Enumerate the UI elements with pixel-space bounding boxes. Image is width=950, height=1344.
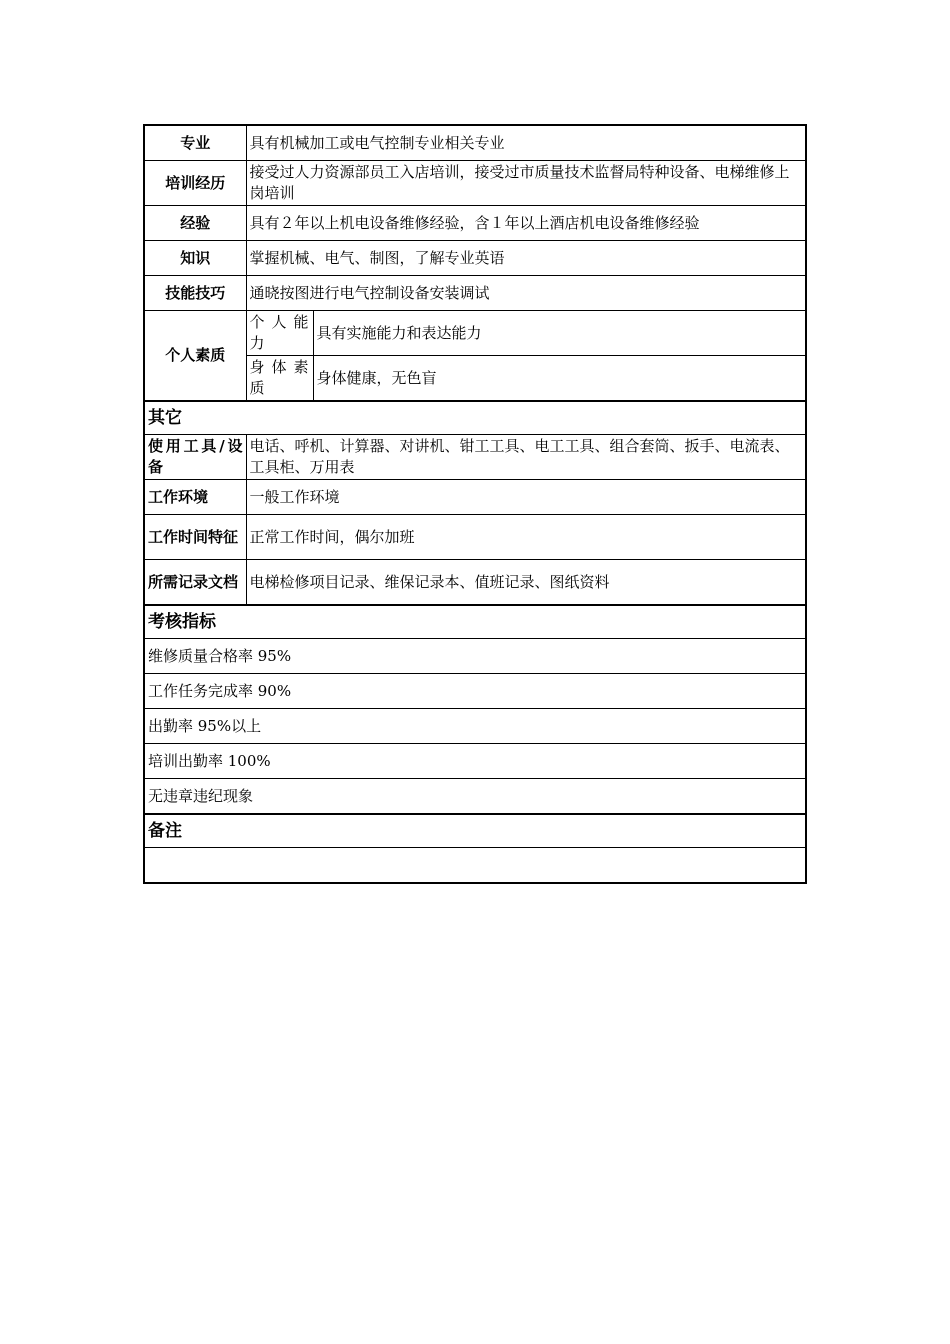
section-header bbox=[144, 814, 806, 848]
table-row bbox=[144, 435, 806, 480]
row-value: 电话、呼机、计算器、对讲机、钳工工具、电工工具、组合套筒、扳手、电流表、工具柜、万用表 bbox=[246, 435, 806, 480]
table-row bbox=[144, 848, 806, 884]
row-label: 使用工具/设备 bbox=[144, 435, 246, 480]
row-value: 通晓按图进行电气控制设备安装调试 bbox=[246, 276, 806, 311]
row-value: 接受过人力资源部员工入店培训，接受过市质量技术监督局特种设备、电梯维修上岗培训 bbox=[246, 161, 806, 206]
list-item bbox=[144, 674, 806, 709]
personal-quality-label: 个人素质 bbox=[144, 311, 246, 402]
row-value: 正常工作时间，偶尔加班 bbox=[246, 515, 806, 560]
list-item bbox=[144, 744, 806, 779]
sub-value: 具有实施能力和表达能力 bbox=[313, 311, 806, 356]
qualifications-table bbox=[143, 124, 807, 884]
row-value: 具有２年以上机电设备维修经验，含１年以上酒店机电设备维修经验 bbox=[246, 206, 806, 241]
sub-value: 身体健康，无色盲 bbox=[313, 356, 806, 402]
row-label: 所需记录文档 bbox=[144, 560, 246, 606]
row-label: 工作环境 bbox=[144, 480, 246, 515]
row-value: 掌握机械、电气、制图，了解专业英语 bbox=[246, 241, 806, 276]
section-header bbox=[144, 401, 806, 435]
table-row bbox=[144, 241, 806, 276]
table-row bbox=[144, 560, 806, 606]
section-title-remarks: 备注 bbox=[144, 814, 806, 848]
row-label: 知识 bbox=[144, 241, 246, 276]
row-value: 电梯检修项目记录、维保记录本、值班记录、图纸资料 bbox=[246, 560, 806, 606]
row-label: 技能技巧 bbox=[144, 276, 246, 311]
assessment-item: 培训出勤率 100% bbox=[144, 744, 806, 779]
table-row bbox=[144, 125, 806, 161]
table-row bbox=[144, 161, 806, 206]
table-row bbox=[144, 311, 806, 356]
table-row bbox=[144, 480, 806, 515]
job-description-sheet bbox=[143, 124, 807, 884]
list-item bbox=[144, 709, 806, 744]
row-label: 工作时间特征 bbox=[144, 515, 246, 560]
sub-label: 身 体 素质 bbox=[246, 356, 313, 402]
row-label: 培训经历 bbox=[144, 161, 246, 206]
assessment-item: 工作任务完成率 90% bbox=[144, 674, 806, 709]
assessment-item: 无违章违纪现象 bbox=[144, 779, 806, 815]
row-label: 专业 bbox=[144, 125, 246, 161]
section-title-other: 其它 bbox=[144, 401, 806, 435]
row-value: 一般工作环境 bbox=[246, 480, 806, 515]
list-item bbox=[144, 779, 806, 815]
table-row bbox=[144, 276, 806, 311]
assessment-item: 维修质量合格率 95% bbox=[144, 639, 806, 674]
table-row bbox=[144, 515, 806, 560]
sub-label: 个 人 能力 bbox=[246, 311, 313, 356]
list-item bbox=[144, 639, 806, 674]
table-row bbox=[144, 206, 806, 241]
section-title-assessment: 考核指标 bbox=[144, 605, 806, 639]
section-header bbox=[144, 605, 806, 639]
assessment-item: 出勤率 95%以上 bbox=[144, 709, 806, 744]
row-value: 具有机械加工或电气控制专业相关专业 bbox=[246, 125, 806, 161]
remarks-content bbox=[144, 848, 806, 884]
row-label: 经验 bbox=[144, 206, 246, 241]
